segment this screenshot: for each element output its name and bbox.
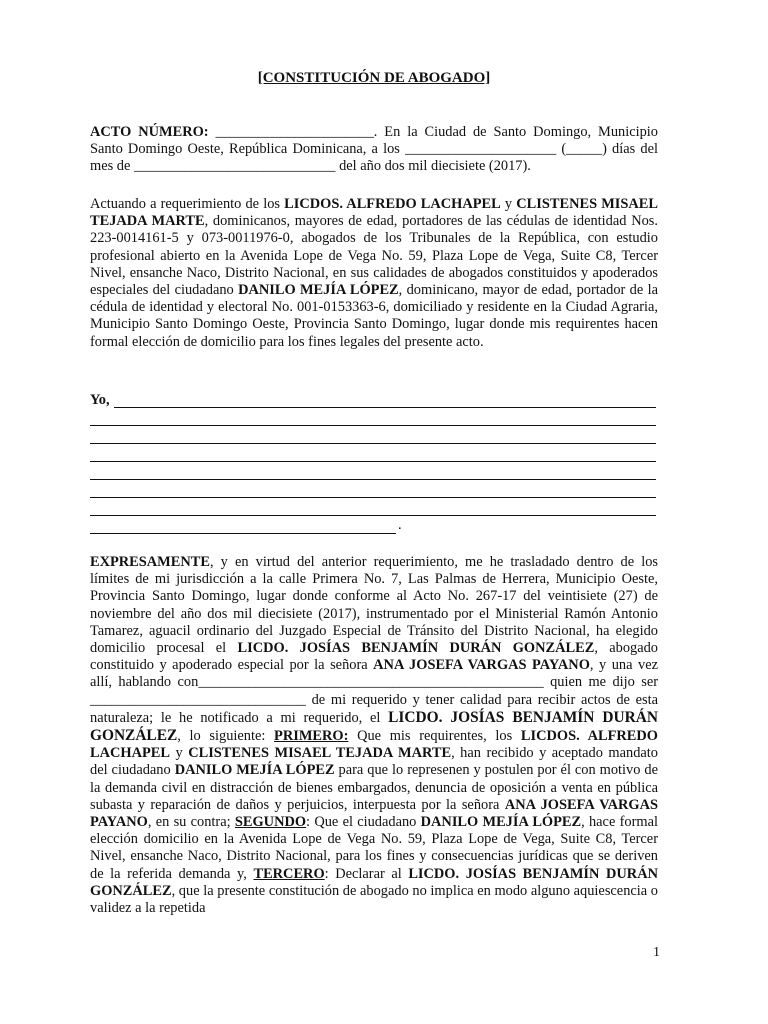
para3-text-10: para que lo represenen y postulen por él con motivo de la demanda civil en distracción de bienes embargados, denuncia de oposición a venta en pública subasta y reparación de daños y perjuicios, interpuesta por la señora	[90, 762, 658, 813]
intro-text-1: . En la Ciudad de Santo Domingo, Municipio Santo Domingo Oeste, República Dominicana, a los	[90, 124, 658, 158]
opponent-lawyer-name-3: LICDO. JOSÍAS BENJAMÍN DURÁN GONZÁLEZ	[90, 865, 658, 899]
relationship-blank[interactable]: ______________________________	[90, 691, 306, 708]
opponent-lawyer-name-2: LICDO. JOSÍAS BENJAMÍN DURÁN GONZÁLEZ	[90, 708, 658, 745]
yo-blank-line-4[interactable]	[90, 445, 656, 462]
tercero-heading: TERCERO	[253, 865, 325, 882]
para2-text-3: , dominicanos, mayores de edad, portadores de las cédulas de identidad Nos. 223-0014161-5 y 073-0011976-0, abogados de los Tribunales de la República, con estudio profesional abierto en la Avenida Lope de Vega No. 59, Plaza Lope de Vega, Suite C8, Tercer Nivel, ensanche Naco, Distrito Nacional, en sus calidades de abogados constituidos y apoderados especiales del ciudadano	[90, 213, 658, 299]
para3-text-14: : Declarar al	[324, 865, 402, 882]
client-name-3: DANILO MEJÍA LÓPEZ	[420, 814, 582, 831]
lawyer-name-4: CLISTENES MISAEL TEJADA MARTE	[188, 745, 452, 762]
yo-blank-line-7[interactable]	[90, 499, 656, 516]
opponent-name-2: ANA JOSEFA VARGAS PAYANO	[90, 796, 658, 831]
expresamente-word: EXPRESAMENTE	[90, 554, 210, 570]
yo-blank-line-8[interactable]	[90, 517, 396, 534]
intro-text-2: días del mes de	[90, 141, 658, 175]
para3-text-13: , hace formal elección domicilio en la Avenida Lope de Vega No. 59, Plaza Lope de Vega, Suite C8, Tercer Nivel, ensanche Naco, Distrito Nacional, para los fines y consecuencias jurídicas que se deriven de la referida demanda y,	[90, 814, 658, 882]
yo-blank-line-5[interactable]	[90, 463, 656, 480]
page-number: 1	[653, 945, 660, 960]
spoke-with-blank[interactable]: ________________________________________________	[198, 674, 544, 691]
requirement-paragraph	[90, 196, 658, 351]
yo-label: Yo,	[90, 392, 110, 408]
para3-text-4: quien me dijo ser	[550, 674, 659, 691]
para3-text-6: , lo siguiente:	[177, 728, 266, 745]
month-blank[interactable]: ____________________________	[133, 158, 336, 175]
para3-text-7: Que mis requirentes, los	[357, 728, 513, 745]
yo-blank-line-3[interactable]	[90, 427, 656, 444]
yo-blank-line-2[interactable]	[90, 409, 656, 426]
para3-text-5: de mi requerido y tener calidad para recibir actos de esta naturaleza; le he notificado a mi requerido, el	[90, 691, 658, 726]
segundo-heading: SEGUNDO	[234, 814, 307, 831]
intro-text-3: del año dos mil diecisiete (2017).	[339, 158, 531, 175]
document-title: [CONSTITUCIÓN DE ABOGADO]	[257, 70, 491, 86]
intro-paragraph	[90, 124, 658, 176]
para3-text-11: , en su contra;	[147, 814, 231, 831]
primero-heading: PRIMERO:	[274, 728, 349, 745]
para3-text-12: : Que el ciudadano	[306, 814, 417, 831]
opponent-lawyer-name-1: LICDO. JOSÍAS BENJAMÍN DURÁN GONZÁLEZ	[237, 640, 595, 657]
acto-number-blank[interactable]: ______________________	[215, 124, 374, 140]
day-number-blank[interactable]: (_____)	[561, 141, 607, 158]
para3-text-3: , y una vez allí, hablando con	[90, 657, 658, 691]
client-name-2: DANILO MEJÍA LÓPEZ	[174, 762, 335, 779]
acto-label: ACTO NÚMERO:	[90, 124, 209, 140]
day-blank[interactable]: _____________________	[405, 141, 557, 158]
para3-text-15: , que la presente constitución de abogado no implica en modo alguno aquiescencia o validez a la repetida	[90, 882, 658, 917]
expresamente-paragraph	[90, 554, 658, 917]
opponent-name-1: ANA JOSEFA VARGAS PAYANO	[373, 657, 590, 674]
para2-text-2: y	[504, 196, 513, 212]
client-name: DANILO MEJÍA LÓPEZ	[238, 282, 399, 299]
para2-text-4: , dominicano, mayor de edad, portador de la cédula de identidad y electoral No. 001-0153363-6, domiciliado y residente en la Ciudad Agraria, Municipio Santo Domingo Oeste, Provincia Santo Domingo, lugar donde mis requirentes hacen formal elección de domicilio para los fines legales del presente acto.	[90, 282, 658, 350]
yo-blank-line-1[interactable]	[114, 392, 656, 408]
para3-text-1: , y en virtud del anterior requerimiento, me he trasladado dentro de los límites de mi jurisdicción a la calle Primera No. 7, Las Palmas de Herrera, Municipio Oeste, Provincia Santo Domingo, lugar donde conforme al Acto No. 267-17 del veintisiete (27) de noviembre del año dos mil diecisiete (2017), instrumentado por el Ministerial Ramón Antonio Tamarez, aguacil ordinario del Juzgado Especial de Tránsito del Distrito Nacional, ha elegido domicilio procesal el	[90, 554, 658, 657]
lawyer-name-3: LICDOS. ALFREDO LACHAPEL	[90, 728, 658, 762]
para3-text-2: , abogado constituido y apoderado especial por la señora	[90, 640, 658, 674]
para3-text-8: y	[175, 745, 183, 762]
yo-end-period: .	[398, 517, 402, 533]
para2-text-1: Actuando a requerimiento de los	[90, 196, 281, 212]
lawyer-name-1: LICDOS. ALFREDO LACHAPEL	[284, 196, 501, 212]
lawyer-name-2: CLISTENES MISAEL TEJADA MARTE	[90, 196, 658, 230]
yo-blank-line-6[interactable]	[90, 481, 656, 498]
para3-text-9: , han recibido y aceptado mandato del ciudadano	[90, 745, 658, 779]
